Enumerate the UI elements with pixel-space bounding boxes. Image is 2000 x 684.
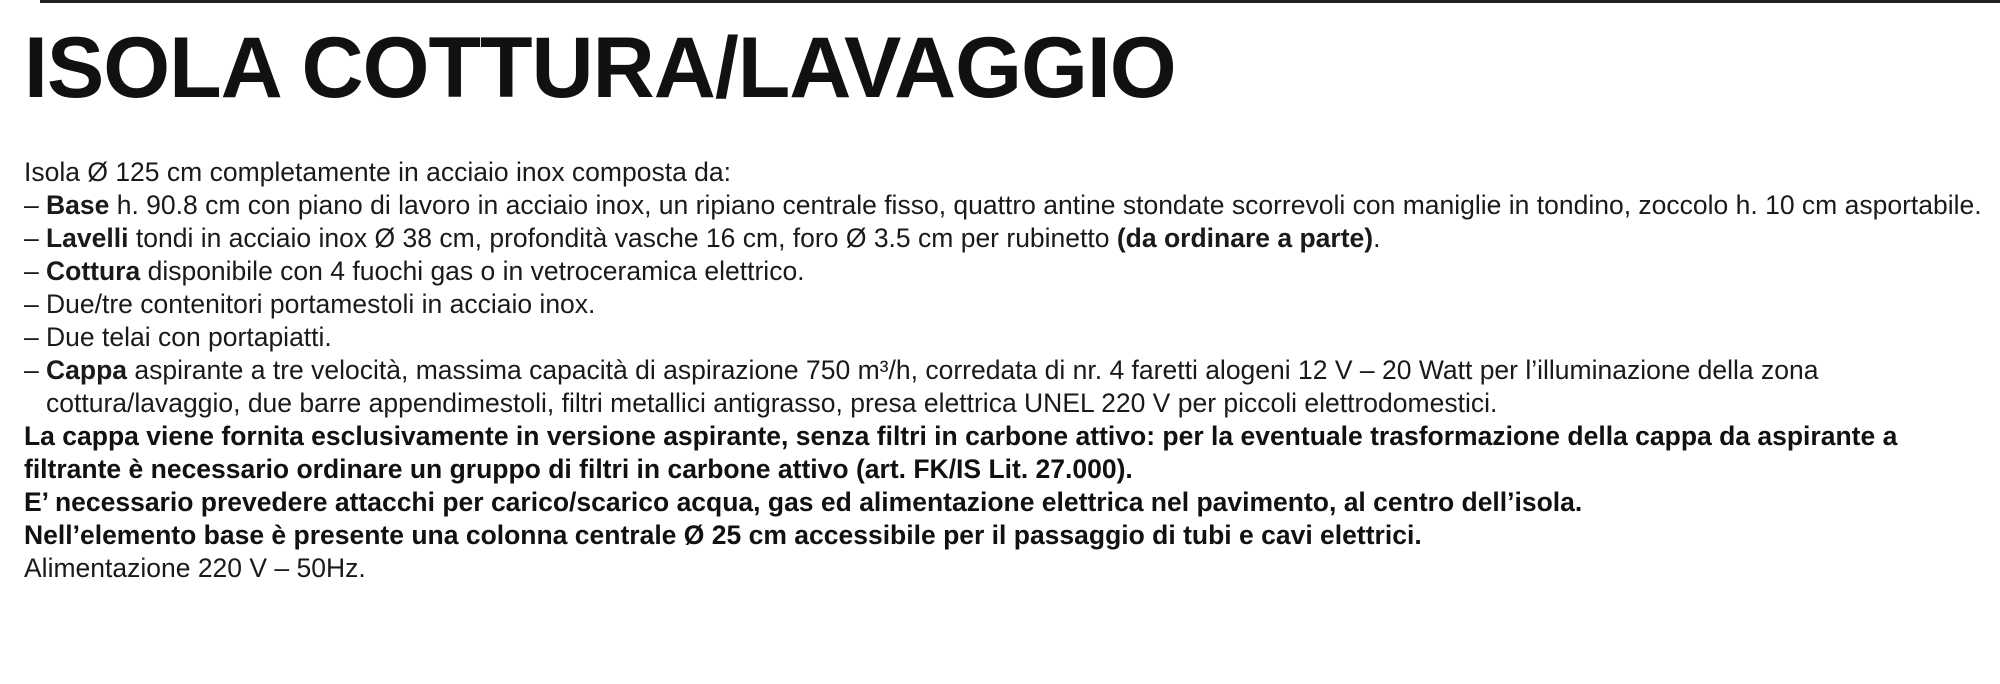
- list-item-telai: [24, 321, 1990, 354]
- list-item-base: [24, 189, 1990, 222]
- note-attacchi: E’ necessario prevedere attacchi per carico/scarico acqua, gas ed alimentazione elettrica nel pavimento, al centro dell’isola.: [24, 487, 1583, 517]
- item-text: tondi in acciaio inox Ø 38 cm, profondità vasche 16 cm, foro Ø 3.5 cm per rubinetto: [128, 223, 1117, 253]
- list-dash: –: [24, 190, 39, 220]
- item-tail: .: [1373, 223, 1381, 253]
- item-text: disponibile con 4 fuochi gas o in vetroceramica elettrico.: [140, 256, 805, 286]
- top-rule: [40, 0, 2000, 3]
- component-list: [24, 189, 1990, 420]
- item-bold-note: (da ordinare a parte): [1116, 223, 1374, 253]
- list-dash: –: [24, 355, 39, 385]
- list-item-cottura: [24, 255, 1990, 288]
- note-colonna-centrale: Nell’elemento base è presente una colonna centrale Ø 25 cm accessibile per il passaggio di tubi e cavi elettrici.: [24, 520, 1422, 550]
- item-keyword: Cappa: [46, 355, 127, 385]
- item-text: Due/tre contenitori portamestoli in acciaio inox.: [46, 289, 596, 319]
- intro-text: Isola Ø 125 cm completamente in acciaio inox composta da:: [24, 157, 732, 187]
- list-dash: –: [24, 223, 39, 253]
- list-item-lavelli: [24, 222, 1990, 255]
- list-dash: –: [24, 289, 39, 319]
- item-keyword: Lavelli: [46, 223, 129, 253]
- item-keyword: Cottura: [46, 256, 141, 286]
- list-item-cappa: [24, 354, 1990, 420]
- note-cappa-filtri: La cappa viene fornita esclusivamente in versione aspirante, senza filtri in carbone attivo: per la eventuale trasformazione della cappa da aspirante a filtrante è necessario ordinare un gruppo di filtri in carbone attivo (art. FK/IS Lit. 27.000).: [24, 421, 1898, 484]
- list-dash: –: [24, 256, 39, 286]
- item-text: aspirante a tre velocità, massima capacità di aspirazione 750 m³/h, corredata di nr. 4 faretti alogeni 12 V – 20 Watt per l’illuminazione della zona cottura/lavaggio, due barre appendimestoli, filtri metallici antigrasso, presa elettrica UNEL 220 V per piccoli elettrodomestici.: [46, 355, 1819, 418]
- list-item-contenitori: [24, 288, 1990, 321]
- item-text: h. 90.8 cm con piano di lavoro in acciaio inox, un ripiano centrale fisso, quattro antine stondate scorrevoli con maniglie in tondino, zoccolo h. 10 cm asportabile.: [109, 190, 1982, 220]
- item-keyword: Base: [46, 190, 110, 220]
- list-dash: –: [24, 322, 39, 352]
- page-title: ISOLA COTTURA/LAVAGGIO: [24, 20, 1176, 116]
- item-text: Due telai con portapiatti.: [46, 322, 332, 352]
- power-supply-text: Alimentazione 220 V – 50Hz.: [24, 553, 366, 583]
- document: [24, 18, 1990, 585]
